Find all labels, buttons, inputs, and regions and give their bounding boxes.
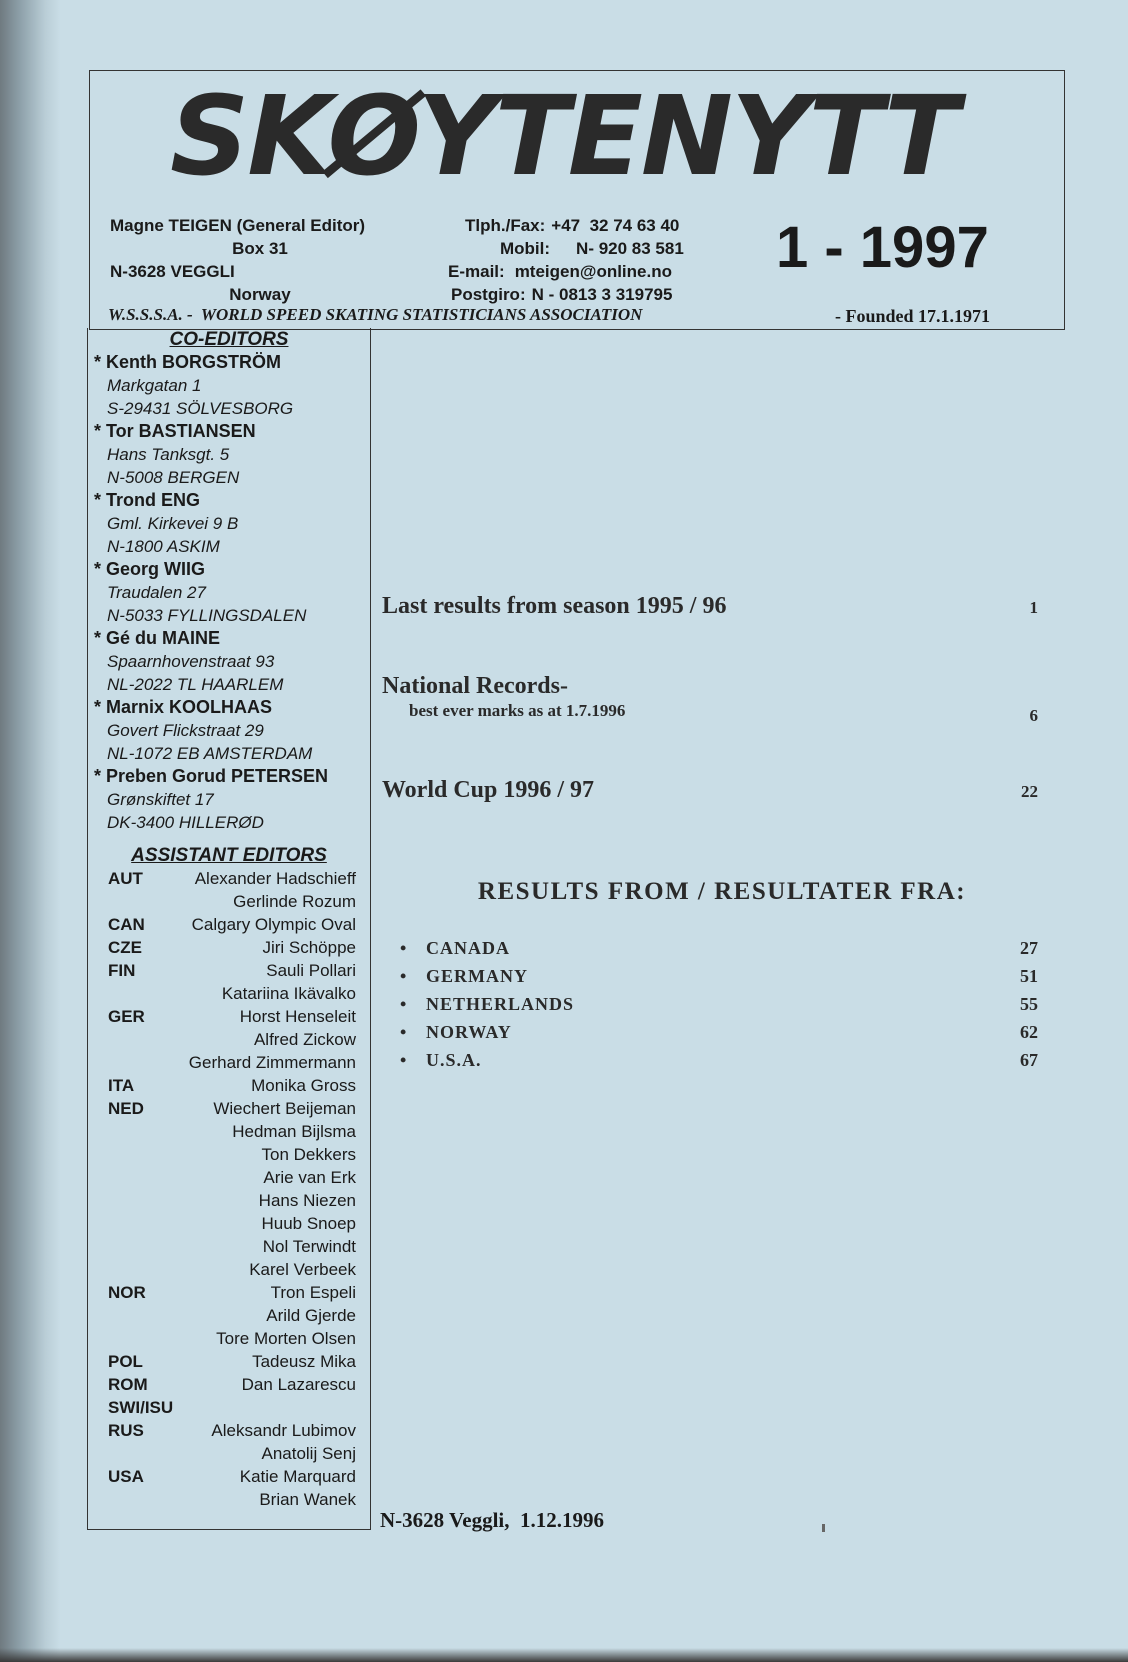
list-item	[88, 1465, 370, 1488]
bullet-icon: •	[400, 994, 408, 1014]
co-editors-heading: CO-EDITORS	[169, 329, 289, 350]
country-page: 51	[1020, 966, 1038, 986]
email-row	[448, 260, 733, 283]
list-item	[88, 1097, 370, 1120]
list-item	[88, 1281, 370, 1304]
editor-name: Dan Lazarescu	[241, 1375, 356, 1394]
editor-name: Nol Terwindt	[262, 1237, 356, 1256]
list-item	[88, 1120, 370, 1143]
email-value: mteigen@online.no	[514, 262, 672, 281]
country-code	[108, 1143, 166, 1166]
co-editor-name: * Marnix KOOLHAAS	[94, 697, 273, 717]
phone-row	[448, 214, 733, 237]
list-item	[88, 1258, 370, 1281]
editor-name: Arie van Erk	[263, 1168, 356, 1187]
editor-name: Alfred Zickow	[253, 1030, 356, 1049]
editor-name: Tore Morten Olsen	[216, 1329, 356, 1348]
co-editor-name: * Kenth BORGSTRÖM	[94, 352, 281, 372]
country-code: SWI/ISU	[108, 1398, 174, 1417]
country-code	[108, 982, 166, 1005]
editor-name: Sauli Pollari	[266, 961, 356, 980]
country-code	[108, 1258, 166, 1281]
bullet-icon: •	[400, 1050, 408, 1070]
country-page: 67	[1020, 1050, 1038, 1070]
mobile-row	[448, 237, 733, 260]
place-and-date: N-3628 Veggli, 1.12.1996	[380, 1508, 605, 1532]
toc-page: 6	[1029, 706, 1038, 725]
co-editor-street: Grønskiftet 17	[107, 790, 214, 809]
co-editor-name: * Georg WIIG	[94, 559, 206, 579]
co-editor-city: N-5033 FYLLINGSDALEN	[107, 606, 307, 625]
list-item	[400, 1050, 1042, 1078]
country-code: FIN	[108, 961, 136, 980]
editor-contact	[448, 214, 733, 306]
list-item	[88, 913, 370, 936]
postgiro-row	[448, 283, 733, 306]
list-item	[88, 1304, 370, 1327]
page-shadow-left	[0, 0, 60, 1662]
country-page: 27	[1020, 938, 1038, 958]
co-editor-city: S-29431 SÖLVESBORG	[107, 399, 294, 418]
co-editor-city: NL-1072 EB AMSTERDAM	[107, 744, 313, 763]
list-item	[400, 938, 1042, 966]
co-editor	[94, 765, 370, 834]
editor-name: Aleksandr Lubimov	[211, 1421, 356, 1440]
phone-value: +47 32 74 63 40	[551, 216, 680, 235]
editor-name: Magne TEIGEN (General Editor)	[110, 216, 366, 235]
editor-name: Calgary Olympic Oval	[191, 915, 356, 934]
co-editor-city: N-5008 BERGEN	[107, 468, 240, 487]
list-item	[88, 1396, 370, 1419]
list-item	[88, 890, 370, 913]
assistant-editors	[88, 844, 370, 1511]
editor-name: Gerlinde Rozum	[233, 892, 356, 911]
assistant-editors-heading: ASSISTANT EDITORS	[131, 845, 327, 866]
country-name: NETHERLANDS	[426, 994, 575, 1014]
list-item	[88, 1005, 370, 1028]
editor-name: Tron Espeli	[270, 1283, 356, 1302]
country-code	[108, 1212, 166, 1235]
country-code: NOR	[108, 1283, 146, 1302]
list-item	[88, 1327, 370, 1350]
list-item	[88, 867, 370, 890]
page-shadow-bottom	[0, 1648, 1128, 1662]
country-code: USA	[108, 1467, 144, 1486]
co-editor-street: Hans Tanksgt. 5	[107, 445, 230, 464]
co-editor	[94, 696, 370, 765]
editor-box: Box 31	[232, 239, 288, 258]
co-editor-name: * Trond ENG	[94, 490, 201, 510]
mobile-label: Mobil:	[500, 239, 551, 258]
country-code: POL	[108, 1352, 143, 1371]
co-editors-list	[88, 351, 370, 834]
country-code: AUT	[108, 869, 143, 888]
co-editor-name: * Gé du MAINE	[94, 628, 221, 648]
co-editor-city: DK-3400 HILLERØD	[107, 813, 264, 832]
list-item	[88, 1350, 370, 1373]
list-item	[88, 1143, 370, 1166]
list-item	[88, 1442, 370, 1465]
print-speck	[822, 1524, 825, 1532]
editor-name: Hedman Bijlsma	[232, 1122, 356, 1141]
issue-number: 1 - 1997	[776, 215, 989, 280]
postgiro-label: Postgiro:	[451, 285, 526, 304]
editor-name: Jiri Schöppe	[262, 938, 356, 957]
country-code: GER	[108, 1007, 145, 1026]
country-code	[108, 1327, 166, 1350]
editor-name: Karel Verbeek	[249, 1260, 356, 1279]
list-item	[88, 1235, 370, 1258]
editor-name: Anatolij Senj	[261, 1444, 356, 1463]
co-editor-street: Govert Flickstraat 29	[107, 721, 264, 740]
editor-name: Monika Gross	[251, 1076, 356, 1095]
co-editor	[94, 627, 370, 696]
list-item	[88, 1373, 370, 1396]
country-code	[108, 1442, 166, 1465]
country-name: CANADA	[426, 938, 510, 958]
country-code	[108, 1235, 166, 1258]
magazine-title: SKØYTENYTT	[170, 72, 958, 200]
editor-name: Huub Snoep	[261, 1214, 356, 1233]
phone-label: Tlph./Fax:	[465, 216, 546, 235]
toc-title: Last results from season 1995 / 96	[382, 593, 727, 619]
editor-name: Katariina Ikävalko	[221, 984, 356, 1003]
toc-title: National Records-	[382, 673, 568, 699]
list-item	[88, 1488, 370, 1511]
masthead	[89, 70, 1065, 330]
country-page: 62	[1020, 1022, 1038, 1042]
founded-date: - Founded 17.1.1971	[835, 306, 991, 326]
country-code: CAN	[108, 915, 145, 934]
co-editor	[94, 558, 370, 627]
association-name: W.S.S.S.A. - WORLD SPEED SKATING STATISTICIANS ASSOCIATION	[108, 305, 643, 324]
editor-country: Norway	[229, 285, 291, 304]
editor-name: Hans Niezen	[258, 1191, 356, 1210]
toc-title: World Cup 1996 / 97	[382, 777, 595, 803]
list-item	[88, 1166, 370, 1189]
editor-name: Katie Marquard	[239, 1467, 356, 1486]
list-item	[400, 966, 1042, 994]
co-editor-name: * Preben Gorud PETERSEN	[94, 766, 329, 786]
toc-page: 22	[1021, 782, 1038, 801]
country-code	[108, 1051, 166, 1074]
country-code	[108, 1028, 166, 1051]
editor-address	[110, 214, 410, 306]
country-name: U.S.A.	[426, 1050, 482, 1070]
postgiro-value: N - 0813 3 319795	[531, 285, 673, 304]
list-item	[88, 1028, 370, 1051]
co-editor-city: N-1800 ASKIM	[107, 537, 220, 556]
list-item	[400, 994, 1042, 1022]
list-item	[88, 1419, 370, 1442]
co-editor-name: * Tor BASTIANSEN	[94, 421, 256, 441]
co-editor-street: Traudalen 27	[107, 583, 206, 602]
email-label: E-mail:	[448, 262, 505, 281]
co-editor	[94, 420, 370, 489]
list-item	[88, 1189, 370, 1212]
bullet-icon: •	[400, 938, 408, 958]
editor-name: Brian Wanek	[259, 1490, 356, 1509]
bullet-icon: •	[400, 966, 408, 986]
toc-item-world-cup	[382, 776, 1042, 804]
country-code	[108, 1488, 166, 1511]
list-item	[88, 982, 370, 1005]
editor-name: Ton Dekkers	[261, 1145, 356, 1164]
co-editor	[94, 351, 370, 420]
list-item	[88, 959, 370, 982]
country-code	[108, 1120, 166, 1143]
editor-name: Arild Gjerde	[266, 1306, 356, 1325]
editor-name: Horst Henseleit	[239, 1007, 356, 1026]
country-code: NED	[108, 1099, 144, 1118]
country-code	[108, 1166, 166, 1189]
toc-page: 1	[1029, 598, 1038, 617]
editor-city: N-3628 VEGGLI	[110, 262, 235, 281]
country-code: ITA	[108, 1076, 135, 1095]
list-item	[88, 1212, 370, 1235]
co-editor-street: Gml. Kirkevei 9 B	[107, 514, 239, 533]
mobile-value: N- 920 83 581	[576, 239, 684, 258]
country-code	[108, 1189, 166, 1212]
bullet-icon: •	[400, 1022, 408, 1042]
editor-name: Tadeusz Mika	[252, 1352, 356, 1371]
editor-name: Gerhard Zimmermann	[188, 1053, 356, 1072]
co-editor-city: NL-2022 TL HAARLEM	[107, 675, 284, 694]
country-code	[108, 890, 166, 913]
country-code: ROM	[108, 1375, 148, 1394]
country-code: RUS	[108, 1421, 144, 1440]
list-item	[88, 936, 370, 959]
editor-name: Alexander Hadschieff	[194, 869, 356, 888]
toc-item-last-results	[382, 592, 1042, 620]
co-editor-street: Markgatan 1	[107, 376, 202, 395]
list-item	[400, 1022, 1042, 1050]
country-name: NORWAY	[426, 1022, 512, 1042]
country-code	[108, 1304, 166, 1327]
toc-subtitle: best ever marks as at 1.7.1996	[409, 701, 626, 720]
country-page: 55	[1020, 994, 1038, 1014]
results-country-list	[400, 938, 1042, 1078]
list-item	[88, 1051, 370, 1074]
co-editor-street: Spaarnhovenstraat 93	[107, 652, 275, 671]
co-editor	[94, 489, 370, 558]
country-code: CZE	[108, 938, 142, 957]
editor-name	[166, 1396, 356, 1419]
toc-item-national-records	[382, 672, 1042, 725]
assistant-editors-list	[88, 867, 370, 1511]
results-heading: RESULTS FROM / RESULTATER FRA:	[477, 878, 967, 905]
country-name: GERMANY	[426, 966, 528, 986]
list-item	[88, 1074, 370, 1097]
editor-name: Wiechert Beijeman	[213, 1099, 356, 1118]
editors-sidebar	[87, 328, 371, 1530]
